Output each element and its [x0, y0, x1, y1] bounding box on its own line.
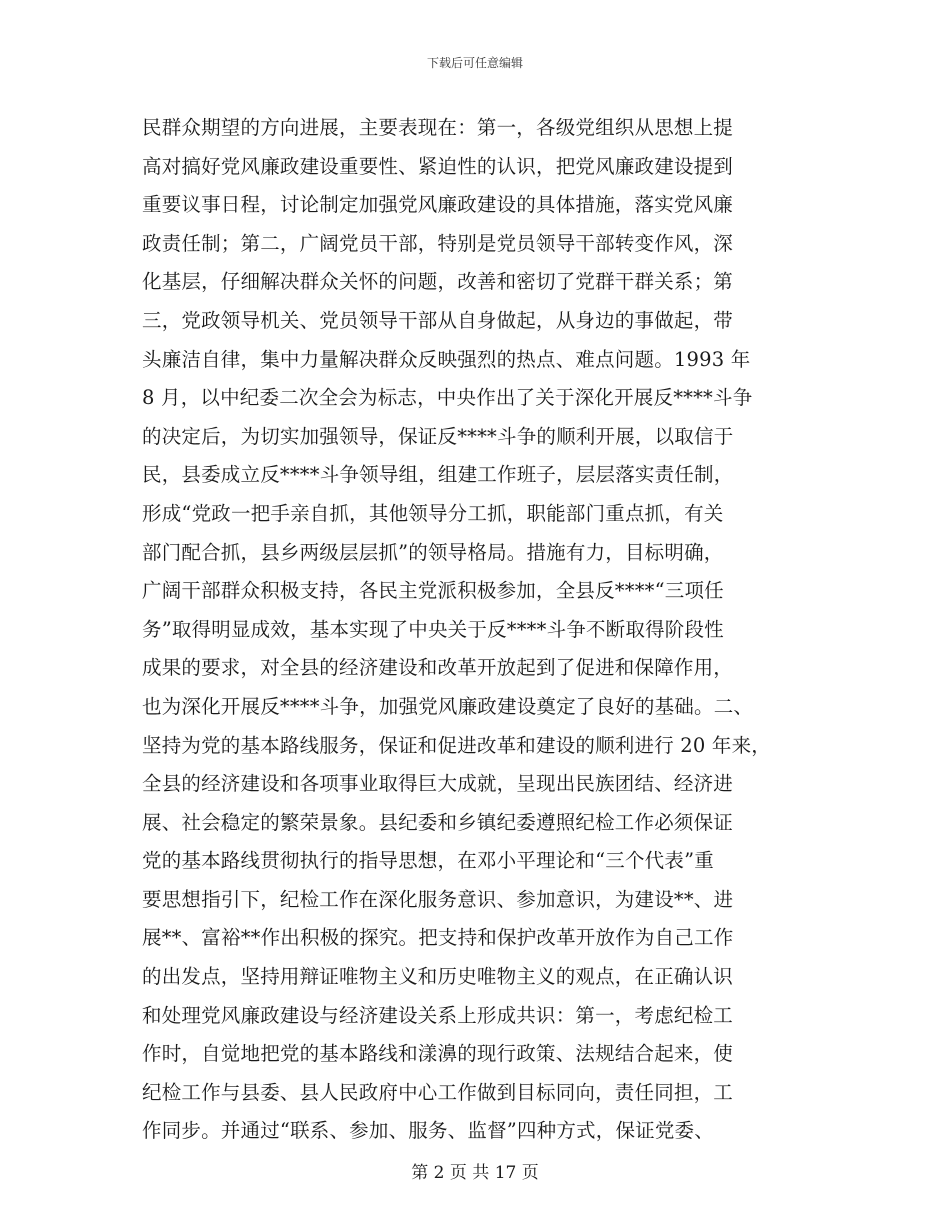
page-number-footer: 第 2 页 共 17 页: [411, 1163, 539, 1183]
text-line: 政责任制；第二，广阔党员干部，特别是党员领导干部转变作风，深: [142, 231, 734, 255]
text-line: 全县的经济建设和各项事业取得巨大成就，呈现出民族团结、经济进: [142, 772, 734, 796]
body-text: [142, 109, 812, 1151]
text-line: 重要议事日程，讨论制定加强党风廉政建设的具体措施，落实党风廉: [142, 193, 734, 217]
text-line: 务”取得明显成效，基本实现了中央关于反****斗争不断取得阶段性: [142, 617, 724, 641]
page-header: 下载后可任意编辑: [426, 56, 523, 70]
text-line: 广阔干部群众积极支持，各民主党派积极参加，全县反****“三项任: [142, 579, 724, 603]
text-line: 展**、富裕**作出积极的探究。把支持和保护改革开放作为自己工作: [142, 926, 734, 950]
text-line: 的决定后，为切实加强领导，保证反****斗争的顺利开展，以取信于: [142, 424, 734, 448]
text-line: 纪检工作与县委、县人民政府中心工作做到目标同向，责任同担，工: [142, 1080, 734, 1104]
text-line: 8 月，以中纪委二次全会为标志，中央作出了关于深化开展反****斗争: [142, 386, 753, 410]
text-line: 党的基本路线贯彻执行的指导思想，在邓小平理论和“三个代表”重: [142, 849, 714, 873]
text-line: 作时，自觉地把党的基本路线和漾濞的现行政策、法规结合起来，使: [142, 1042, 734, 1066]
text-line: 坚持为党的基本路线服务，保证和促进改革和建设的顺利进行 20 年来，: [142, 733, 772, 757]
text-line: 形成“党政一把手亲自抓，其他领导分工抓，职能部门重点抓，有关: [142, 501, 724, 525]
text-line: 成果的要求，对全县的经济建设和改革开放起到了促进和保障作用，: [142, 656, 734, 680]
text-line: 化基层，仔细解决群众关怀的问题，改善和密切了党群干群关系；第: [142, 270, 734, 294]
text-line: 民群众期望的方向进展，主要表现在：第一，各级党组织从思想上提: [142, 116, 734, 139]
text-line: 三，党政领导机关、党员领导干部从自身做起，从身边的事做起，带: [142, 308, 734, 332]
text-line: 高对搞好党风廉政建设重要性、紧迫性的认识，把党风廉政建设提到: [142, 154, 734, 178]
text-line: 要思想指引下，纪检工作在深化服务意识、参加意识，为建设**、进: [142, 887, 734, 911]
text-line: 展、社会稳定的繁荣景象。县纪委和乡镇纪委遵照纪检工作必须保证: [142, 810, 734, 834]
text-line: 和处理党风廉政建设与经济建设关系上形成共识：第一，考虑纪检工: [142, 1003, 734, 1027]
text-line: 头廉洁自律，集中力量解决群众反映强烈的热点、难点问题。1993 年: [142, 347, 751, 371]
text-line: 作同步。并通过“联系、参加、服务、监督”四种方式，保证党委、: [142, 1119, 714, 1143]
text-line: 部门配合抓，县乡两级层层抓”的领导格局。措施有力，目标明确，: [142, 540, 724, 564]
text-line: 民，县委成立反****斗争领导组，组建工作班子，层层落实责任制，: [142, 463, 734, 487]
text-line: 也为深化开展反****斗争，加强党风廉政建设奠定了良好的基础。二、: [142, 694, 754, 718]
text-line: 的出发点，坚持用辩证唯物主义和历史唯物主义的观点，在正确认识: [142, 965, 734, 989]
